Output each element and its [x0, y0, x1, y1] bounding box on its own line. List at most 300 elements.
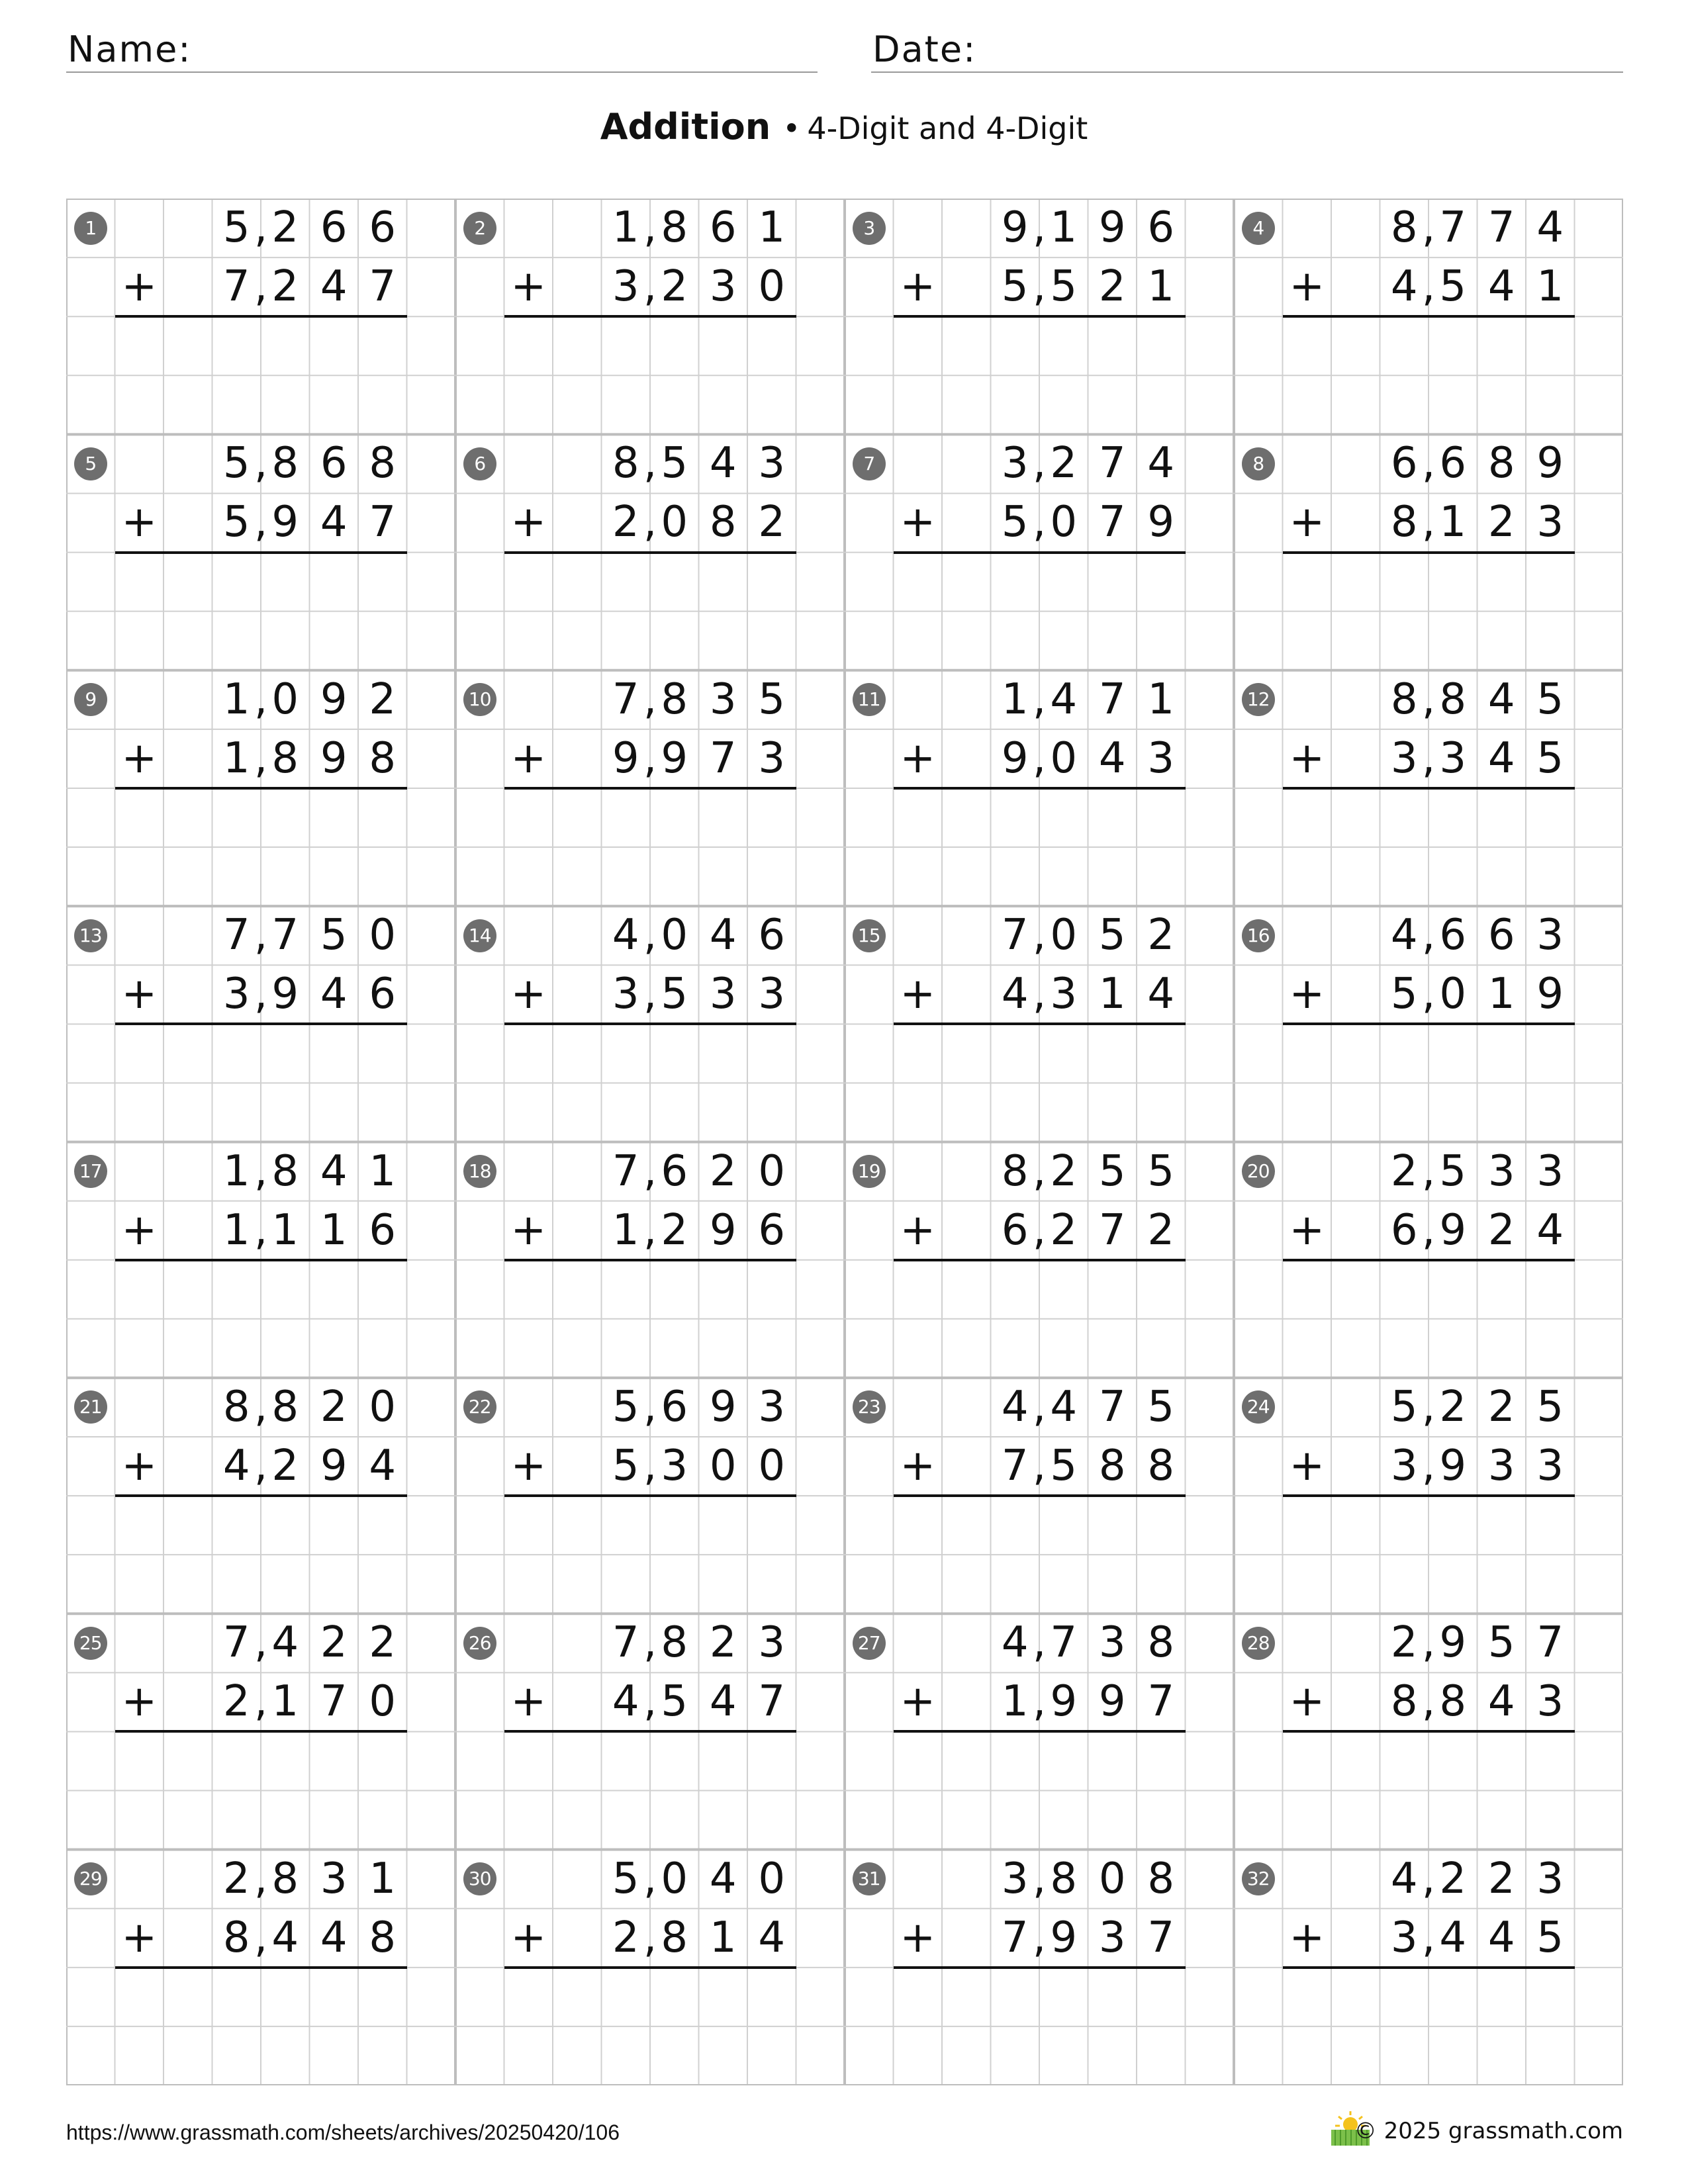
- answer-area[interactable]: [1283, 1496, 1575, 1555]
- bottom-number-digit: 3: [1050, 970, 1078, 1019]
- top-number-digit: 7: [1098, 1382, 1126, 1432]
- top-number-digit: 4: [709, 1854, 737, 1903]
- top-number-digit: 8: [271, 1854, 299, 1903]
- top-number-digit: 2: [1487, 1382, 1515, 1432]
- bottom-number-digit: 7: [1001, 1441, 1029, 1490]
- problem-16: [1234, 906, 1623, 1142]
- bottom-number-digit: 2: [222, 1677, 250, 1727]
- top-number-digit: 4: [1390, 1854, 1418, 1903]
- bottom-number-digit: 7: [1098, 1205, 1126, 1255]
- bottom-number-digit: 9: [1439, 1205, 1467, 1255]
- bottom-number-digit: 4: [1390, 262, 1418, 312]
- problem-number-badge: 7: [853, 447, 886, 480]
- top-number-digit: 8: [1487, 439, 1515, 488]
- bottom-number-digit: 3: [758, 970, 786, 1019]
- bottom-number-comma: ,: [1032, 1441, 1047, 1490]
- plus-sign: +: [900, 498, 936, 547]
- top-number-digit: 9: [1439, 1618, 1467, 1668]
- top-number-digit: 1: [1001, 674, 1029, 724]
- top-number-digit: 2: [1487, 1854, 1515, 1903]
- top-number-comma: ,: [643, 439, 657, 488]
- answer-area[interactable]: [894, 316, 1186, 375]
- problem-number-badge: 6: [463, 447, 496, 480]
- top-number-digit: 6: [1439, 439, 1467, 488]
- bottom-number-comma: ,: [1421, 970, 1436, 1019]
- bottom-number-digit: 9: [271, 970, 299, 1019]
- top-number-digit: 6: [369, 203, 397, 252]
- answer-area[interactable]: [1283, 553, 1575, 612]
- top-number-digit: 4: [1001, 1382, 1029, 1432]
- top-number-digit: 7: [1098, 439, 1126, 488]
- bottom-number-digit: 3: [1487, 1441, 1515, 1490]
- bottom-number-digit: 1: [1439, 498, 1467, 547]
- date-label: Date:: [872, 28, 977, 70]
- top-number-digit: 2: [709, 1618, 737, 1668]
- problem-7: [845, 434, 1234, 670]
- bottom-number-digit: 4: [320, 970, 348, 1019]
- answer-area[interactable]: [504, 316, 796, 375]
- top-number-digit: 4: [320, 1146, 348, 1196]
- bottom-number-digit: 5: [1001, 262, 1029, 312]
- top-number-digit: 0: [661, 911, 688, 960]
- answer-area[interactable]: [1283, 316, 1575, 375]
- bottom-number-digit: 2: [661, 1205, 688, 1255]
- top-number-digit: 4: [1050, 674, 1078, 724]
- top-number-digit: 8: [271, 1146, 299, 1196]
- bottom-number-digit: 1: [1001, 1677, 1029, 1727]
- top-number-digit: 2: [1390, 1618, 1418, 1668]
- top-number-digit: 6: [1390, 439, 1418, 488]
- top-number-comma: ,: [1421, 674, 1436, 724]
- bottom-number-comma: ,: [1421, 1677, 1436, 1727]
- bottom-number-comma: ,: [254, 1205, 268, 1255]
- top-number-digit: 0: [369, 1382, 397, 1432]
- plus-sign: +: [121, 1441, 158, 1490]
- problem-21: [66, 1378, 455, 1614]
- bottom-number-digit: 2: [1050, 1205, 1078, 1255]
- bottom-number-digit: 4: [1147, 970, 1175, 1019]
- bottom-number-digit: 5: [661, 1677, 688, 1727]
- bottom-number-comma: ,: [1421, 1913, 1436, 1962]
- problem-13: [66, 906, 455, 1142]
- problem-11: [845, 670, 1234, 906]
- top-number-digit: 8: [1390, 674, 1418, 724]
- bottom-number-digit: 2: [612, 1913, 639, 1962]
- bottom-number-comma: ,: [1421, 262, 1436, 312]
- bottom-number-digit: 8: [369, 1913, 397, 1962]
- top-number-digit: 8: [661, 203, 688, 252]
- bottom-number-digit: 4: [1487, 1913, 1515, 1962]
- bottom-number-digit: 5: [1439, 262, 1467, 312]
- bottom-number-comma: ,: [643, 1205, 657, 1255]
- bottom-number-digit: 0: [1439, 970, 1467, 1019]
- answer-area[interactable]: [115, 1968, 407, 2026]
- top-number-digit: 7: [1098, 674, 1126, 724]
- top-number-digit: 4: [612, 911, 639, 960]
- top-number-digit: 7: [222, 911, 250, 960]
- bottom-number-digit: 7: [369, 498, 397, 547]
- plus-sign: +: [900, 1913, 936, 1962]
- bottom-number-digit: 9: [271, 498, 299, 547]
- top-number-digit: 6: [661, 1382, 688, 1432]
- problem-26: [455, 1614, 845, 1849]
- answer-area[interactable]: [894, 1968, 1186, 2026]
- answer-area[interactable]: [504, 1968, 796, 2026]
- problem-number-badge: 29: [74, 1862, 107, 1895]
- answer-area[interactable]: [894, 1731, 1186, 1790]
- bottom-number-digit: 7: [1147, 1677, 1175, 1727]
- top-number-digit: 3: [1098, 1618, 1126, 1668]
- bottom-number-digit: 5: [1390, 970, 1418, 1019]
- bottom-number-digit: 9: [320, 1441, 348, 1490]
- answer-area[interactable]: [115, 1024, 407, 1083]
- top-number-digit: 5: [222, 203, 250, 252]
- top-number-comma: ,: [1421, 203, 1436, 252]
- title-separator: •: [782, 111, 801, 146]
- plus-sign: +: [121, 733, 158, 783]
- bottom-number-digit: 8: [661, 1913, 688, 1962]
- top-number-comma: ,: [254, 911, 268, 960]
- top-number-digit: 6: [320, 439, 348, 488]
- problem-32: [1234, 1850, 1623, 2085]
- bottom-number-comma: ,: [1421, 1441, 1436, 1490]
- bottom-number-digit: 1: [222, 1205, 250, 1255]
- top-number-digit: 4: [1487, 674, 1515, 724]
- bottom-number-digit: 4: [758, 1913, 786, 1962]
- problem-number-badge: 10: [463, 683, 496, 716]
- answer-area[interactable]: [504, 1260, 796, 1319]
- answer-area[interactable]: [115, 1496, 407, 1555]
- bottom-number-digit: 2: [661, 262, 688, 312]
- answer-area[interactable]: [504, 1024, 796, 1083]
- answer-area[interactable]: [115, 316, 407, 375]
- top-number-digit: 8: [1390, 203, 1418, 252]
- answer-area[interactable]: [115, 1731, 407, 1790]
- top-number-comma: ,: [254, 1382, 268, 1432]
- bottom-number-digit: 3: [1536, 1441, 1564, 1490]
- bottom-number-digit: 9: [1001, 733, 1029, 783]
- bottom-number-comma: ,: [1421, 498, 1436, 547]
- answer-area[interactable]: [1283, 788, 1575, 847]
- problem-number-badge: 5: [74, 447, 107, 480]
- bottom-number-comma: ,: [254, 498, 268, 547]
- problem-number-badge: 2: [463, 212, 496, 245]
- plus-sign: +: [121, 262, 158, 312]
- bottom-number-comma: ,: [254, 262, 268, 312]
- plus-sign: +: [121, 970, 158, 1019]
- problem-24: [1234, 1378, 1623, 1614]
- bottom-number-comma: ,: [643, 262, 657, 312]
- answer-area[interactable]: [504, 788, 796, 847]
- bottom-number-digit: 9: [1098, 1677, 1126, 1727]
- answer-area[interactable]: [894, 788, 1186, 847]
- top-number-digit: 0: [661, 1854, 688, 1903]
- top-number-digit: 5: [1487, 1618, 1515, 1668]
- top-number-digit: 7: [222, 1618, 250, 1668]
- top-number-digit: 9: [320, 674, 348, 724]
- top-number-digit: 8: [661, 1618, 688, 1668]
- bottom-number-digit: 1: [271, 1677, 299, 1727]
- problem-22: [455, 1378, 845, 1614]
- footer-url: https://www.grassmath.com/sheets/archives/20250420/106: [66, 2120, 620, 2144]
- top-number-digit: 1: [369, 1854, 397, 1903]
- top-number-digit: 3: [709, 674, 737, 724]
- bottom-number-digit: 0: [758, 1441, 786, 1490]
- top-number-digit: 7: [612, 1146, 639, 1196]
- top-number-digit: 1: [222, 674, 250, 724]
- answer-area[interactable]: [1283, 1260, 1575, 1319]
- problem-number-badge: 9: [74, 683, 107, 716]
- top-number-digit: 2: [1439, 1382, 1467, 1432]
- bottom-number-digit: 2: [271, 262, 299, 312]
- bottom-number-digit: 1: [1487, 970, 1515, 1019]
- top-number-digit: 3: [1536, 911, 1564, 960]
- bottom-number-digit: 4: [222, 1441, 250, 1490]
- top-number-digit: 9: [1098, 203, 1126, 252]
- top-number-digit: 3: [1001, 1854, 1029, 1903]
- plus-sign: +: [1289, 498, 1325, 547]
- top-number-digit: 5: [1147, 1146, 1175, 1196]
- plus-sign: +: [900, 1441, 936, 1490]
- answer-area[interactable]: [504, 1496, 796, 1555]
- top-number-digit: 0: [1098, 1854, 1126, 1903]
- bottom-number-comma: ,: [254, 1913, 268, 1962]
- plus-sign: +: [510, 1677, 547, 1727]
- bottom-number-digit: 3: [1536, 1677, 1564, 1727]
- bottom-number-digit: 4: [1098, 733, 1126, 783]
- bottom-number-comma: ,: [643, 970, 657, 1019]
- top-number-digit: 7: [612, 674, 639, 724]
- top-number-digit: 6: [1487, 911, 1515, 960]
- problem-10: [455, 670, 845, 906]
- bottom-number-digit: 3: [222, 970, 250, 1019]
- bottom-number-digit: 7: [1098, 498, 1126, 547]
- answer-area[interactable]: [504, 553, 796, 612]
- bottom-number-digit: 8: [271, 733, 299, 783]
- top-number-comma: ,: [254, 1618, 268, 1668]
- top-number-digit: 1: [758, 203, 786, 252]
- answer-area[interactable]: [1283, 1731, 1575, 1790]
- problem-9: [66, 670, 455, 906]
- bottom-number-comma: ,: [254, 1441, 268, 1490]
- bottom-number-digit: 5: [1001, 498, 1029, 547]
- problem-number-badge: 15: [853, 919, 886, 952]
- top-number-digit: 4: [1390, 911, 1418, 960]
- bottom-number-digit: 3: [709, 262, 737, 312]
- top-number-digit: 9: [709, 1382, 737, 1432]
- bottom-number-digit: 8: [1098, 1441, 1126, 1490]
- top-number-digit: 4: [1536, 203, 1564, 252]
- top-number-digit: 7: [1050, 1618, 1078, 1668]
- top-number-comma: ,: [1421, 1854, 1436, 1903]
- top-number-comma: ,: [1032, 674, 1047, 724]
- problem-6: [455, 434, 845, 670]
- bottom-number-digit: 3: [1390, 733, 1418, 783]
- top-number-digit: 7: [612, 1618, 639, 1668]
- top-number-digit: 1: [1147, 674, 1175, 724]
- top-number-digit: 0: [1050, 911, 1078, 960]
- problem-number-badge: 8: [1242, 447, 1275, 480]
- problem-number-badge: 22: [463, 1390, 496, 1424]
- top-number-digit: 1: [612, 203, 639, 252]
- problem-3: [845, 199, 1234, 434]
- top-number-comma: ,: [254, 1146, 268, 1196]
- bottom-number-digit: 3: [661, 1441, 688, 1490]
- answer-area[interactable]: [115, 553, 407, 612]
- top-number-digit: 2: [1439, 1854, 1467, 1903]
- bottom-number-digit: 1: [612, 1205, 639, 1255]
- plus-sign: +: [121, 1913, 158, 1962]
- bottom-number-comma: ,: [643, 1913, 657, 1962]
- bottom-number-digit: 2: [758, 498, 786, 547]
- top-number-digit: 7: [1001, 911, 1029, 960]
- bottom-number-digit: 1: [709, 1913, 737, 1962]
- bottom-number-digit: 1: [1536, 262, 1564, 312]
- top-number-digit: 5: [661, 439, 688, 488]
- top-number-comma: ,: [643, 1146, 657, 1196]
- name-field[interactable]: [66, 19, 818, 73]
- problem-number-badge: 3: [853, 212, 886, 245]
- bottom-number-comma: ,: [1032, 1913, 1047, 1962]
- bottom-number-digit: 0: [369, 1677, 397, 1727]
- bottom-number-digit: 5: [1050, 1441, 1078, 1490]
- problem-15: [845, 906, 1234, 1142]
- top-number-digit: 0: [271, 674, 299, 724]
- problem-number-badge: 18: [463, 1155, 496, 1188]
- bottom-number-comma: ,: [1421, 733, 1436, 783]
- problem-number-badge: 20: [1242, 1155, 1275, 1188]
- problem-number-badge: 28: [1242, 1627, 1275, 1660]
- answer-area[interactable]: [115, 788, 407, 847]
- top-number-digit: 7: [1487, 203, 1515, 252]
- top-number-digit: 4: [271, 1618, 299, 1668]
- bottom-number-digit: 5: [612, 1441, 639, 1490]
- plus-sign: +: [1289, 733, 1325, 783]
- plus-sign: +: [510, 1205, 547, 1255]
- bottom-number-digit: 0: [661, 498, 688, 547]
- top-number-digit: 2: [1147, 911, 1175, 960]
- bottom-number-digit: 5: [1536, 733, 1564, 783]
- problem-12: [1234, 670, 1623, 906]
- problem-14: [455, 906, 845, 1142]
- bottom-number-comma: ,: [254, 970, 268, 1019]
- answer-area[interactable]: [504, 1731, 796, 1790]
- bottom-number-digit: 3: [612, 970, 639, 1019]
- name-label: Name:: [68, 28, 192, 70]
- top-number-comma: ,: [643, 203, 657, 252]
- bottom-number-digit: 7: [320, 1677, 348, 1727]
- bottom-number-digit: 3: [1390, 1913, 1418, 1962]
- top-number-digit: 3: [758, 1382, 786, 1432]
- answer-area[interactable]: [115, 1260, 407, 1319]
- bottom-number-digit: 0: [1050, 498, 1078, 547]
- bottom-number-digit: 7: [758, 1677, 786, 1727]
- plus-sign: +: [1289, 1913, 1325, 1962]
- top-number-digit: 5: [222, 439, 250, 488]
- plus-sign: +: [1289, 1441, 1325, 1490]
- top-number-digit: 5: [1536, 674, 1564, 724]
- problem-25: [66, 1614, 455, 1849]
- bottom-number-digit: 2: [1487, 498, 1515, 547]
- problem-30: [455, 1850, 845, 2085]
- bottom-number-digit: 6: [1001, 1205, 1029, 1255]
- problem-1: [66, 199, 455, 434]
- bottom-number-digit: 8: [1390, 1677, 1418, 1727]
- top-number-digit: 4: [709, 911, 737, 960]
- plus-sign: +: [510, 262, 547, 312]
- answer-area[interactable]: [894, 1260, 1186, 1319]
- top-number-digit: 4: [1147, 439, 1175, 488]
- bottom-number-digit: 7: [1147, 1913, 1175, 1962]
- bottom-number-digit: 4: [271, 1913, 299, 1962]
- bottom-number-digit: 3: [1390, 1441, 1418, 1490]
- top-number-digit: 8: [1147, 1618, 1175, 1668]
- top-number-digit: 7: [1439, 203, 1467, 252]
- plus-sign: +: [900, 733, 936, 783]
- bottom-number-digit: 8: [222, 1913, 250, 1962]
- bottom-number-digit: 4: [709, 1677, 737, 1727]
- top-number-digit: 2: [271, 203, 299, 252]
- problem-18: [455, 1142, 845, 1378]
- top-number-digit: 2: [1050, 439, 1078, 488]
- problem-28: [1234, 1614, 1623, 1849]
- answer-area[interactable]: [894, 1024, 1186, 1083]
- top-number-comma: ,: [254, 1854, 268, 1903]
- top-number-digit: 3: [1001, 439, 1029, 488]
- answer-area[interactable]: [894, 553, 1186, 612]
- bottom-number-digit: 5: [1536, 1913, 1564, 1962]
- top-number-digit: 7: [271, 911, 299, 960]
- bottom-number-digit: 3: [1536, 498, 1564, 547]
- answer-area[interactable]: [1283, 1968, 1575, 2026]
- top-number-digit: 2: [320, 1618, 348, 1668]
- bottom-number-digit: 4: [320, 262, 348, 312]
- bottom-number-digit: 9: [1147, 498, 1175, 547]
- answer-area[interactable]: [894, 1496, 1186, 1555]
- problem-27: [845, 1614, 1234, 1849]
- top-number-digit: 3: [320, 1854, 348, 1903]
- bottom-number-digit: 3: [1147, 733, 1175, 783]
- top-number-comma: ,: [1421, 1618, 1436, 1668]
- top-number-digit: 6: [661, 1146, 688, 1196]
- bottom-number-digit: 4: [1439, 1913, 1467, 1962]
- top-number-digit: 8: [1001, 1146, 1029, 1196]
- bottom-number-digit: 4: [320, 498, 348, 547]
- bottom-number-digit: 8: [1147, 1441, 1175, 1490]
- bottom-number-digit: 8: [369, 733, 397, 783]
- answer-area[interactable]: [1283, 1024, 1575, 1083]
- bottom-number-digit: 1: [320, 1205, 348, 1255]
- bottom-number-digit: 4: [369, 1441, 397, 1490]
- plus-sign: +: [1289, 1205, 1325, 1255]
- bottom-number-digit: 4: [1536, 1205, 1564, 1255]
- bottom-number-digit: 3: [1098, 1913, 1126, 1962]
- top-number-digit: 2: [1050, 1146, 1078, 1196]
- plus-sign: +: [1289, 970, 1325, 1019]
- top-number-digit: 9: [1001, 203, 1029, 252]
- date-field[interactable]: [871, 19, 1623, 73]
- problem-number-badge: 24: [1242, 1390, 1275, 1424]
- bottom-number-digit: 3: [612, 262, 639, 312]
- problem-number-badge: 21: [74, 1390, 107, 1424]
- bottom-number-digit: 5: [661, 970, 688, 1019]
- bottom-number-comma: ,: [1032, 1205, 1047, 1255]
- plus-sign: +: [121, 1205, 158, 1255]
- bottom-number-comma: ,: [643, 733, 657, 783]
- bottom-number-comma: ,: [1032, 498, 1047, 547]
- bottom-number-digit: 9: [1050, 1913, 1078, 1962]
- problem-number-badge: 12: [1242, 683, 1275, 716]
